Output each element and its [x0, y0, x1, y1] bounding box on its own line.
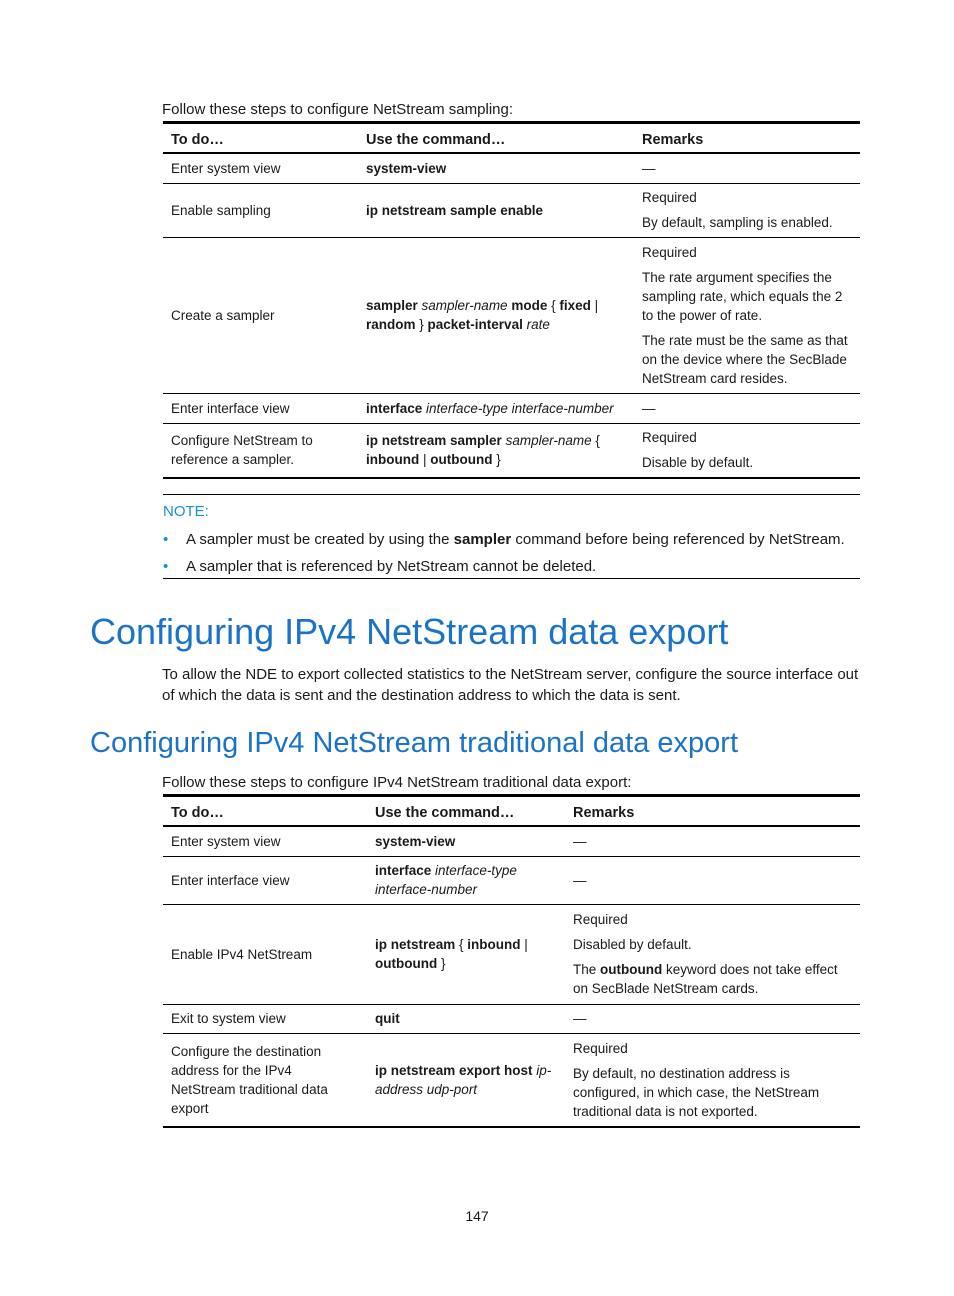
remark-line: Required [642, 244, 697, 260]
note-bullet-2: • A sampler that is referenced by NetStream cannot be deleted. [163, 558, 597, 575]
header-remarks: Remarks [634, 123, 860, 154]
remark-line: — [573, 833, 587, 849]
cell-command: ip netstream sample enable [358, 183, 634, 237]
cell-todo: Configure the destination address for the IPv4 NetStream traditional data export [163, 1033, 367, 1127]
cell-remarks [634, 237, 860, 393]
cell-todo: Enter system view [163, 153, 358, 183]
cell-todo: Configure NetStream to reference a sampler. [163, 423, 358, 478]
header-todo: To do… [163, 123, 358, 154]
remark-line: Required [642, 430, 697, 446]
cell-remarks [565, 856, 860, 904]
header-command: Use the command… [358, 123, 634, 154]
note-title: NOTE: [163, 503, 209, 520]
table-row [163, 856, 860, 904]
section-title-traditional-export: Configuring IPv4 NetStream traditional data export [90, 727, 739, 759]
table-header-row [163, 123, 860, 154]
remark-line: Required [642, 190, 697, 205]
cell-command: interface interface-type interface-number [367, 856, 565, 904]
remark-line: Required [573, 912, 628, 927]
cell-todo: Exit to system view [163, 1004, 367, 1033]
cell-todo: Create a sampler [163, 237, 358, 393]
sampling-table [163, 121, 860, 479]
cell-remarks [634, 153, 860, 183]
cell-command: quit [367, 1004, 565, 1033]
cell-remarks [634, 423, 860, 478]
cell-todo: Enter system view [163, 826, 367, 856]
traditional-export-table [163, 794, 860, 1128]
remark-line: Disabled by default. [573, 937, 692, 952]
section1-paragraph: To allow the NDE to export collected statistics to the NetStream server, configure the source interface out of which the data is sent and the destination address to which the data is sent. [162, 666, 859, 704]
table-header-row [163, 796, 860, 827]
table-row [163, 904, 860, 1004]
table-row [163, 153, 860, 183]
cell-remarks [565, 826, 860, 856]
cell-todo: Enter interface view [163, 393, 358, 423]
remark-line: Disable by default. [642, 455, 754, 471]
remark-line: — [642, 400, 656, 416]
table2-intro: Follow these steps to configure IPv4 NetStream traditional data export: [162, 774, 632, 791]
table-row [163, 1033, 860, 1127]
table-row [163, 423, 860, 478]
note-bottom-rule [163, 578, 860, 579]
cell-command: system-view [367, 826, 565, 856]
table-row [163, 237, 860, 393]
note-top-rule [163, 494, 860, 495]
table-row [163, 826, 860, 856]
cell-command: ip netstream sampler sampler-name { inbound | outbound } [358, 423, 634, 478]
remark-line: The rate argument specifies the sampling rate, which equals the 2 to the power of rate. [642, 269, 843, 323]
remark-line: By default, no destination address is configured, in which case, the NetStream traditional data is not exported. [573, 1065, 820, 1119]
table1-intro: Follow these steps to configure NetStream sampling: [162, 101, 513, 118]
cell-command: sampler sampler-name mode { fixed | random } packet-interval rate [358, 237, 634, 393]
cell-remarks [634, 183, 860, 237]
cell-command: ip netstream { inbound | outbound } [367, 904, 565, 1004]
cell-command: system-view [358, 153, 634, 183]
bullet-dot-icon: • [163, 531, 169, 548]
remark-line: — [573, 1011, 587, 1026]
cell-remarks [565, 1033, 860, 1127]
cell-remarks [565, 904, 860, 1004]
page-number: 147 [465, 1208, 489, 1224]
cell-remarks [634, 393, 860, 423]
remark-line: The rate must be the same as that on the device where the SecBlade NetStream card resides. [642, 332, 848, 386]
remark-line: Required [573, 1040, 628, 1056]
remark-line: The outbound keyword does not take effect on SecBlade NetStream cards. [573, 962, 838, 996]
remark-line: — [573, 872, 587, 888]
section-title-data-export: Configuring IPv4 NetStream data export [90, 611, 729, 652]
header-todo: To do… [163, 796, 367, 827]
header-command: Use the command… [367, 796, 565, 827]
table-row [163, 393, 860, 423]
cell-command: ip netstream export host ip-address udp-port [367, 1033, 565, 1127]
header-remarks: Remarks [565, 796, 860, 827]
cell-todo: Enable sampling [163, 183, 358, 237]
cell-command: interface interface-type interface-number [358, 393, 634, 423]
table-row [163, 1004, 860, 1033]
bullet-dot-icon: • [163, 558, 169, 575]
cell-remarks [565, 1004, 860, 1033]
note-bullet-1: • A sampler must be created by using the sampler command before being referenced by NetStream. [163, 531, 845, 548]
cell-todo: Enable IPv4 NetStream [163, 904, 367, 1004]
cell-todo: Enter interface view [163, 856, 367, 904]
remark-line: — [642, 160, 656, 176]
table-row [163, 183, 860, 237]
remark-line: By default, sampling is enabled. [642, 215, 833, 230]
